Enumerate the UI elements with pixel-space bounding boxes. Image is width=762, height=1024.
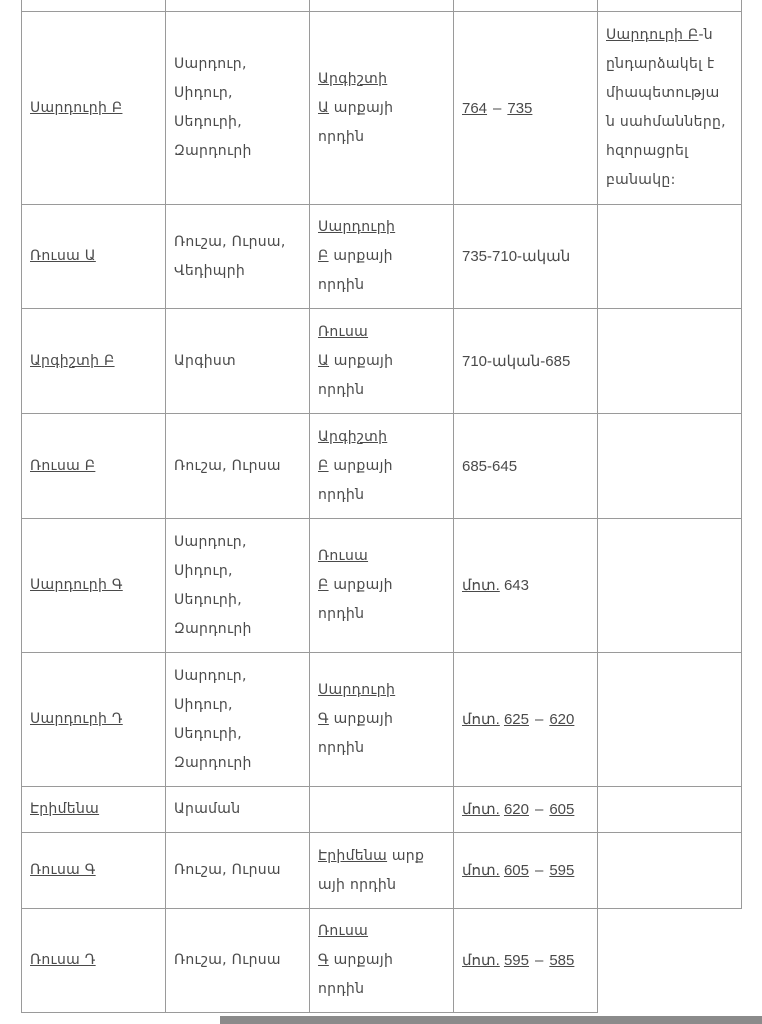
title-line: Սիդուր, <box>174 562 233 579</box>
king-link[interactable]: Ռուսա Գ <box>30 862 96 878</box>
title-line: Արաման <box>174 801 241 817</box>
parent-link[interactable]: Ռուսա <box>318 923 369 939</box>
note-cell <box>598 787 742 833</box>
parent-link[interactable]: Արգիշտի <box>318 428 388 445</box>
titles-cell <box>166 833 310 909</box>
years-cell <box>454 909 598 1013</box>
year-to-link[interactable]: 735 <box>507 99 533 117</box>
title-line: Սարդուր, <box>174 56 247 72</box>
parent-text: որդին <box>318 381 365 398</box>
king-link[interactable]: Արգիշտի Բ <box>30 352 115 369</box>
years-cell <box>454 787 598 833</box>
king-link[interactable]: Ռուսա Ա <box>30 248 96 264</box>
note-cell <box>598 833 742 909</box>
parent-link[interactable]: Ռուսա <box>318 323 369 340</box>
titles-cell <box>166 909 310 1013</box>
title-line: Ռուշա, Ուրսա <box>174 457 281 474</box>
king-cell <box>22 909 166 1013</box>
parent-cell <box>310 205 454 309</box>
title-line: Արգիստ <box>174 352 236 369</box>
note-cell <box>598 12 742 205</box>
parent-text: որդին <box>318 740 365 756</box>
parent-link[interactable]: Սարդուրի <box>318 682 396 698</box>
parent-text: արք <box>387 847 425 864</box>
parent-text: արքայի <box>329 99 394 116</box>
year-from-link[interactable]: 764 <box>462 99 488 117</box>
parent-numeral-link[interactable]: Ա <box>318 352 330 369</box>
years-text: 710-ական-685 <box>462 352 571 370</box>
parent-numeral-link[interactable]: Բ <box>318 577 329 593</box>
note-link[interactable]: Սարդուրի Բ <box>606 27 699 43</box>
parent-numeral-link[interactable]: Ա <box>318 99 330 116</box>
year-to-link[interactable]: 595 <box>549 862 575 879</box>
king-link[interactable]: Սարդուրի Բ <box>30 99 123 116</box>
king-cell <box>22 414 166 519</box>
table-row <box>22 205 742 309</box>
year-to-link[interactable]: 585 <box>549 952 575 969</box>
table-cell <box>598 0 742 12</box>
titles-cell <box>166 309 310 414</box>
title-line: Ռուշա, Ուրսա <box>174 862 281 878</box>
titles-cell <box>166 414 310 519</box>
year-from-link[interactable]: 620 <box>503 801 529 818</box>
table-row <box>22 909 742 1013</box>
table-row <box>22 309 742 414</box>
title-line: Վեդիպրի <box>174 262 246 279</box>
years-text: 685-645 <box>462 457 518 475</box>
table-row <box>22 414 742 519</box>
parent-text: որդին <box>318 128 365 145</box>
parent-cell <box>310 909 454 1013</box>
parent-link[interactable]: Ռուսա <box>318 548 369 564</box>
table-cell <box>22 0 166 12</box>
parent-text: արքայի <box>328 711 394 727</box>
parent-cell <box>310 12 454 205</box>
years-cell <box>454 833 598 909</box>
parent-numeral-link[interactable]: Գ <box>318 952 329 968</box>
parent-cell <box>310 309 454 414</box>
king-link[interactable]: Ռուսա Դ <box>30 952 96 968</box>
title-line: Սեդուրի, <box>174 725 242 742</box>
years-text: 735-710-ական <box>462 248 571 265</box>
title-line: Սիդուր, <box>174 696 233 713</box>
parent-link[interactable]: Էրիմենա <box>318 847 388 864</box>
parent-cell <box>310 653 454 787</box>
years-cell <box>454 309 598 414</box>
years-cell <box>454 519 598 653</box>
parent-text: որդին <box>318 277 365 293</box>
table-row <box>22 787 742 833</box>
note-cell <box>598 909 742 1013</box>
approx-link[interactable]: մոտ. <box>462 801 500 818</box>
parent-text: որդին <box>318 606 365 622</box>
table-cell <box>310 0 454 12</box>
titles-cell <box>166 653 310 787</box>
table-cell <box>454 0 598 12</box>
year-from-link[interactable]: 605 <box>503 862 529 879</box>
note-text: հզորացրել <box>606 143 689 159</box>
title-line: Սեդուրի, <box>174 114 242 130</box>
year-separator: – <box>493 99 502 117</box>
parent-numeral-link[interactable]: Գ <box>318 711 329 727</box>
approx-link[interactable]: մոտ. <box>462 862 500 879</box>
king-cell <box>22 205 166 309</box>
years-text: 643 <box>499 577 529 594</box>
titles-cell <box>166 205 310 309</box>
note-text: -ն <box>698 27 713 43</box>
year-from-link[interactable]: 625 <box>503 711 529 728</box>
year-to-link[interactable]: 605 <box>549 801 575 818</box>
table-cell <box>166 0 310 12</box>
year-from-link[interactable]: 595 <box>503 952 529 969</box>
note-cell <box>598 653 742 787</box>
title-line: Զարդուրի <box>174 620 252 637</box>
note-cell <box>598 414 742 519</box>
years-cell <box>454 205 598 309</box>
approx-link[interactable]: մոտ. <box>462 711 500 728</box>
note-cell <box>598 309 742 414</box>
parent-cell <box>310 787 454 833</box>
parent-numeral-link[interactable]: Բ <box>318 457 329 474</box>
kings-table <box>21 0 742 1013</box>
parent-text: արքայի <box>328 952 394 968</box>
year-separator: – <box>535 952 544 969</box>
king-cell <box>22 787 166 833</box>
parent-text: արքայի <box>328 457 393 474</box>
years-cell <box>454 653 598 787</box>
title-line: Ռուշա, Ուրսա, <box>174 233 286 250</box>
year-separator: – <box>535 801 544 818</box>
titles-cell <box>166 787 310 833</box>
king-cell <box>22 12 166 205</box>
year-to-link[interactable]: 620 <box>549 711 575 728</box>
king-link[interactable]: Սարդուրի Գ <box>30 577 123 593</box>
parent-text: որդին <box>318 486 365 503</box>
parent-link[interactable]: Սարդուրի <box>318 219 396 235</box>
parent-numeral-link[interactable]: Բ <box>318 248 329 264</box>
title-line: Սարդուր, <box>174 533 247 550</box>
title-line: Սիդուր, <box>174 85 233 101</box>
approx-link[interactable]: մոտ. <box>462 577 500 594</box>
parent-cell <box>310 833 454 909</box>
king-link[interactable]: Ռուսա Բ <box>30 457 96 474</box>
title-line: Սարդուր, <box>174 667 247 684</box>
note-cell <box>598 205 742 309</box>
table-row <box>22 833 742 909</box>
note-text: ընդարձակել է <box>606 56 715 72</box>
king-cell <box>22 833 166 909</box>
parent-cell <box>310 414 454 519</box>
titles-cell <box>166 519 310 653</box>
parent-text: որդին <box>318 981 365 997</box>
years-cell <box>454 414 598 519</box>
note-text: ն սահմանները, <box>606 114 726 130</box>
table-row <box>22 0 742 12</box>
parent-cell <box>310 519 454 653</box>
note-cell <box>598 519 742 653</box>
table-row <box>22 653 742 787</box>
parent-text: արքայի <box>328 248 393 264</box>
year-separator: – <box>535 711 544 728</box>
title-line: Ռուշա, Ուրսա <box>174 952 281 968</box>
king-link[interactable]: Էրիմենա <box>30 801 100 817</box>
horizontal-scrollbar[interactable] <box>220 1016 762 1024</box>
title-line: Սեդուրի, <box>174 591 242 608</box>
table-row <box>22 12 742 205</box>
parent-text: արքայի <box>329 352 394 369</box>
parent-text: արքայի <box>328 577 393 593</box>
titles-cell <box>166 12 310 205</box>
king-cell <box>22 519 166 653</box>
title-line: Զարդուրի <box>174 754 252 771</box>
parent-link[interactable]: Արգիշտի <box>318 70 388 87</box>
years-cell <box>454 12 598 205</box>
parent-text: այի որդին <box>318 876 397 893</box>
table-row <box>22 519 742 653</box>
king-cell <box>22 653 166 787</box>
note-text: միապետությա <box>606 85 720 101</box>
king-cell <box>22 309 166 414</box>
title-line: Զարդուրի <box>174 143 252 159</box>
note-text: բանակը: <box>606 172 676 188</box>
year-separator: – <box>535 862 544 879</box>
approx-link[interactable]: մոտ. <box>462 952 500 969</box>
king-link[interactable]: Սարդուրի Դ <box>30 711 123 727</box>
